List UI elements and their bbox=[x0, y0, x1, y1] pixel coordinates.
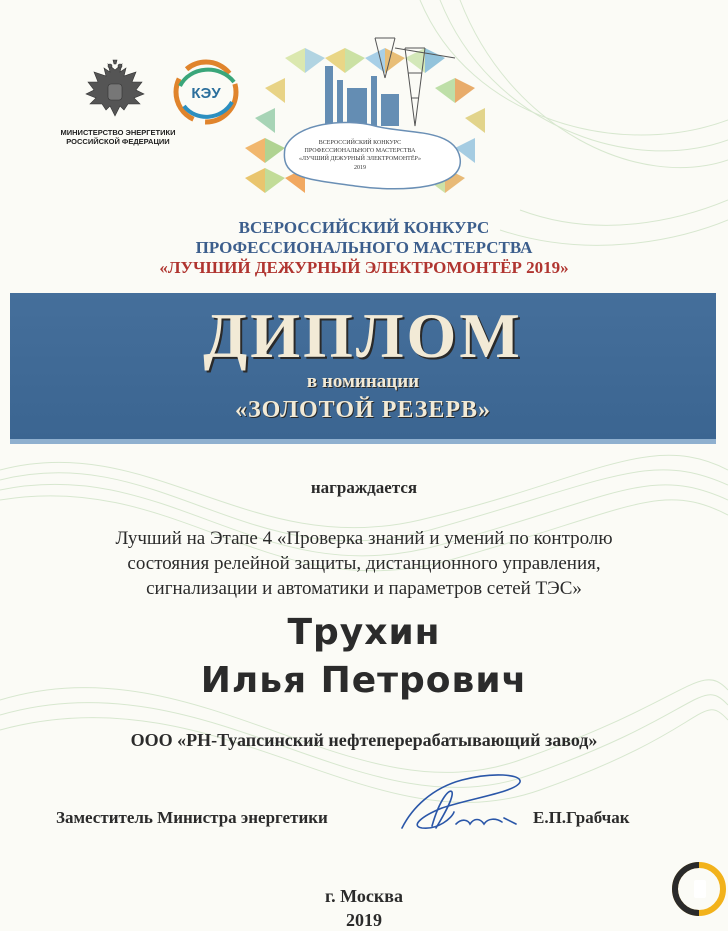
corner-watermark-icon bbox=[672, 862, 726, 916]
merit-description bbox=[40, 526, 688, 601]
nomination-name: «ЗОЛОТОЙ РЕЗЕРВ» bbox=[234, 397, 492, 423]
contest-logo-year: 2019 bbox=[354, 165, 366, 171]
kzu-logo-text: КЭУ bbox=[191, 85, 221, 102]
contest-title-line-1: ВСЕРОССИЙСКИЙ КОНКУРС bbox=[238, 218, 490, 237]
issue-year: 2019 bbox=[346, 910, 382, 930]
diploma-banner bbox=[10, 293, 716, 444]
merit-line-3: сигнализации и автоматики и параметров сетей ТЭС» bbox=[146, 578, 582, 599]
contest-title-line-2: ПРОФЕССИОНАЛЬНОГО МАСТЕРСТВА bbox=[195, 238, 533, 257]
recipient-organization: ООО «РН-Туапсинский нефтеперерабатывающий завод» bbox=[130, 730, 598, 750]
ministry-line-2: РОССИЙСКОЙ ФЕДЕРАЦИИ bbox=[66, 137, 170, 146]
nomination-label: в номинации bbox=[306, 371, 420, 392]
signature-icon bbox=[392, 768, 532, 840]
contest-logo-line-1: ВСЕРОССИЙСКИЙ КОНКУРС bbox=[318, 140, 402, 146]
awarded-label: награждается bbox=[310, 478, 418, 497]
contest-logo bbox=[225, 18, 495, 218]
contest-logo-line-3: «ЛУЧШИЙ ДЕЖУРНЫЙ ЭЛЕКТРОМОНТЁР» bbox=[298, 156, 422, 162]
coat-of-arms-icon bbox=[80, 58, 150, 128]
contest-title bbox=[60, 218, 668, 278]
signer-title: Заместитель Министра энергетики bbox=[56, 808, 328, 827]
contest-logo-line-2: ПРОФЕССИОНАЛЬНОГО МАСТЕРСТВА bbox=[304, 148, 416, 154]
ministry-line-1: МИНИСТЕРСТВО ЭНЕРГЕТИКИ bbox=[60, 128, 176, 137]
city: г. Москва bbox=[325, 886, 403, 906]
ministry-name bbox=[58, 128, 178, 146]
diploma-title: ДИПЛОМ bbox=[203, 300, 523, 371]
signer-name: Е.П.Грабчак bbox=[533, 808, 630, 827]
merit-line-1: Лучший на Этапе 4 «Проверка знаний и умений по контролю bbox=[115, 528, 613, 549]
recipient-given-names: Илья Петрович bbox=[200, 660, 528, 701]
recipient-surname: Трухин bbox=[287, 612, 441, 653]
merit-line-2: состояния релейной защиты, дистанционного управления, bbox=[127, 553, 601, 574]
contest-title-line-3: «ЛУЧШИЙ ДЕЖУРНЫЙ ЭЛЕКТРОМОНТЁР 2019» bbox=[159, 258, 569, 277]
